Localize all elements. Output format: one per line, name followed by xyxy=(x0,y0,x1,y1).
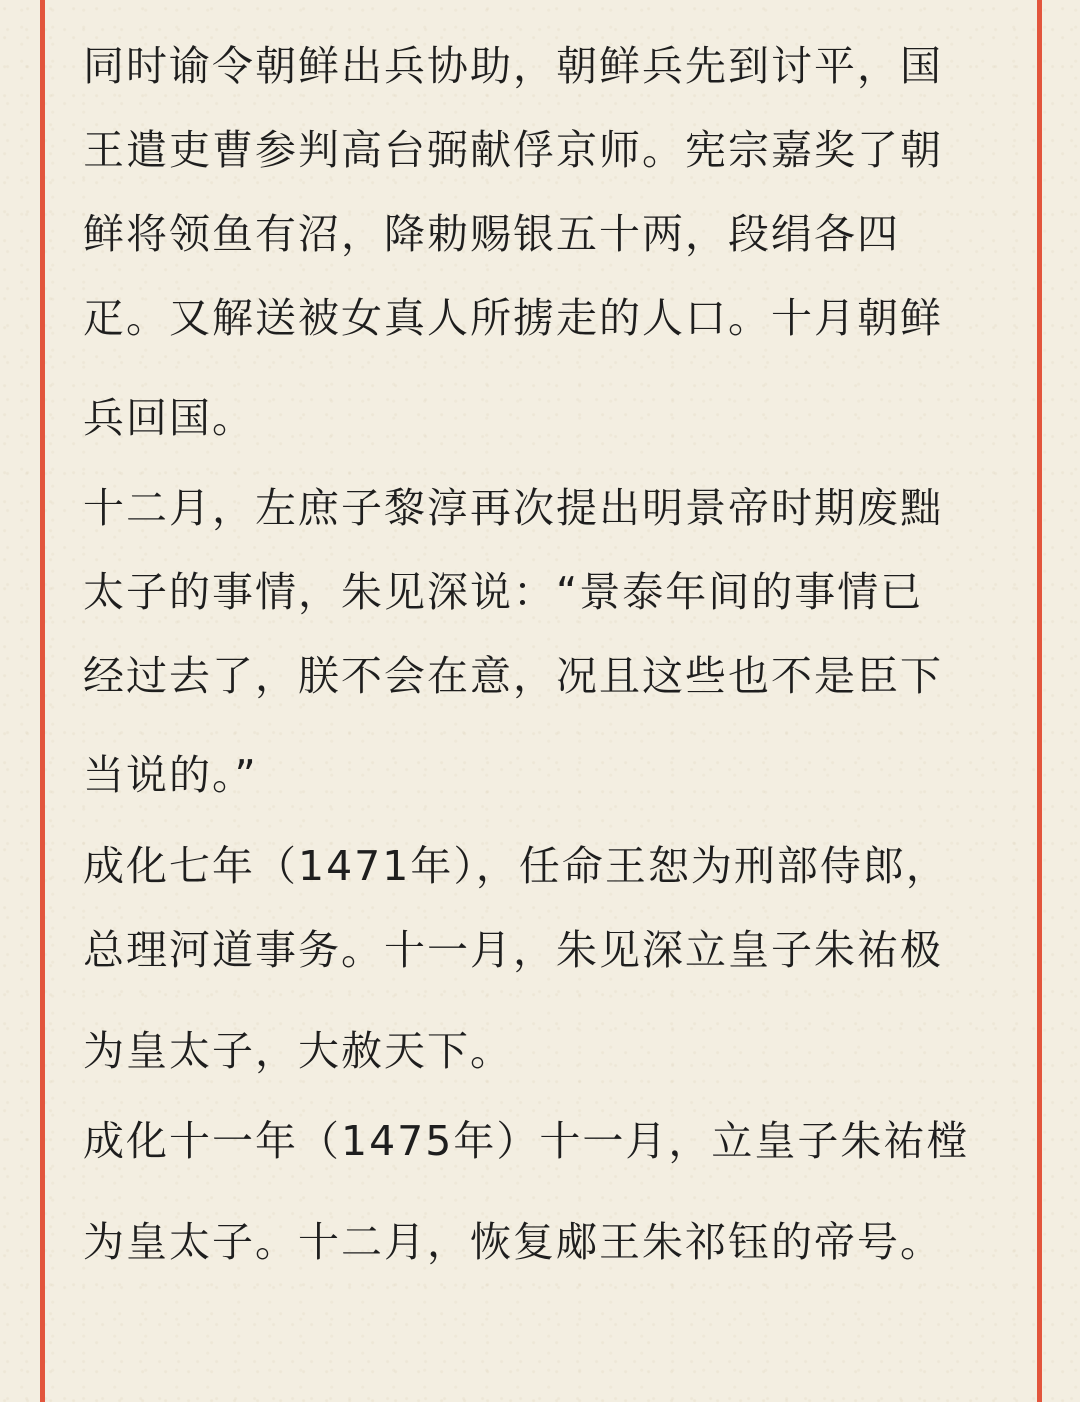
text-line: 十二月，左庶子黎淳再次提出明景帝时期废黜 xyxy=(83,484,943,532)
right-red-border xyxy=(1037,0,1042,1402)
text-line: 为皇太子。十二月，恢复郕王朱祁钰的帝号。 xyxy=(83,1218,943,1266)
text-line: 同时谕令朝鲜出兵协助，朝鲜兵先到讨平，国 xyxy=(83,42,943,90)
text-line: 成化十一年（1475年）十一月，立皇子朱祐樘 xyxy=(83,1117,970,1165)
text-line: 为皇太子，大赦天下。 xyxy=(83,1027,513,1075)
text-line: 当说的。” xyxy=(83,751,258,799)
text-line: 王遣吏曹参判高台弼献俘京师。宪宗嘉奖了朝 xyxy=(83,126,943,174)
text-line: 兵回国。 xyxy=(83,394,255,442)
text-line: 疋。又解送被女真人所掳走的人口。十月朝鲜 xyxy=(83,294,943,342)
left-red-border xyxy=(40,0,45,1402)
text-line: 经过去了，朕不会在意，况且这些也不是臣下 xyxy=(83,652,943,700)
text-line: 鲜将领鱼有沼，降勅赐银五十两，段绢各四 xyxy=(83,210,900,258)
text-line: 总理河道事务。十一月，朱见深立皇子朱祐极 xyxy=(83,926,943,974)
text-line: 太子的事情，朱见深说：“景泰年间的事情已 xyxy=(83,568,924,616)
text-line: 成化七年（1471年），任命王恕为刑部侍郎， xyxy=(83,842,949,890)
